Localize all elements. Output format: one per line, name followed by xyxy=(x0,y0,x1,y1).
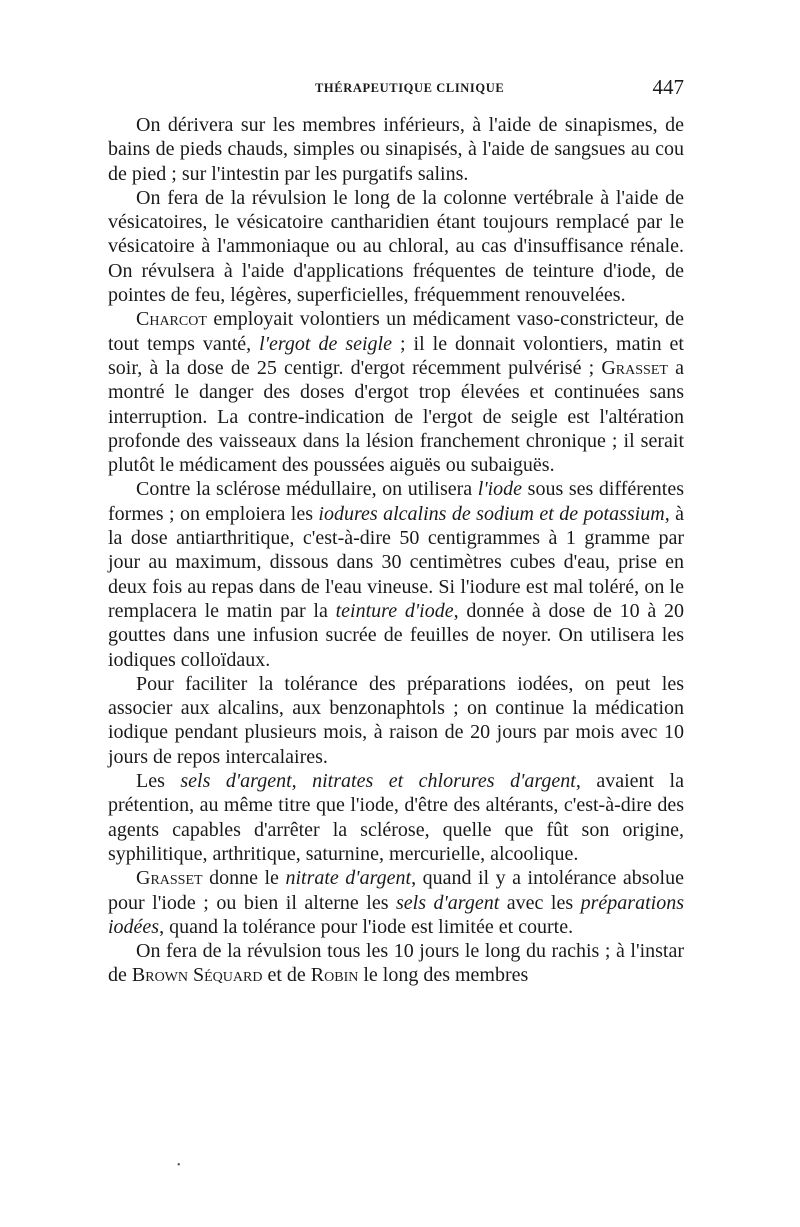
paragraph-7 xyxy=(108,866,684,939)
italic-term: préparations iodées xyxy=(108,891,684,938)
text-run: , avaient la prétention, au même titre que l'iode, d'être des altérants, c'est-à-dire des agents capables d'arrêter la sclérose, quelle que fût son origine, syphilitique, arthritique, saturnine, mercurielle, alcoolique. xyxy=(108,770,684,865)
body-text xyxy=(108,113,684,988)
italic-term: sels d'argent xyxy=(396,891,500,914)
italic-term: l'iode xyxy=(477,478,523,501)
text-run: , quand il y a intolérance absolue pour l'iode ; ou bien il alterne les xyxy=(108,867,684,914)
paragraph-1: On dérivera sur les membres inférieurs, à l'aide de sinapismes, de bains de pieds chauds, simples ou sinapisés, à l'aide de sangsues au cou de pied ; sur l'intestin par les purgatifs salins. xyxy=(108,114,684,185)
page-header xyxy=(108,75,708,103)
text-run: sous ses différentes formes ; on emploiera les xyxy=(108,478,684,525)
page-number: 447 xyxy=(652,75,684,99)
italic-term: teinture d'iode xyxy=(335,599,454,622)
text-run: a montré le danger des doses d'ergot trop élevées et continuées sans interruption. La contre-indication de l'ergot de seigle est l'altération profonde des vaisseaux dans la lésion franchement chronique ; il serait plutôt le médicament des poussées aiguës ou subaiguës. xyxy=(108,356,684,477)
text-run: , donnée à dose de 10 à 20 gouttes dans une infusion sucrée de feuilles de noyer. On utilisera les iodiques colloïdaux. xyxy=(108,599,684,671)
text-run: le long des membres xyxy=(358,964,529,987)
footer-mark: • xyxy=(177,1160,181,1171)
text-run: Contre la sclérose médullaire, on utilisera xyxy=(136,478,478,501)
running-title: THÉRAPEUTIQUE CLINIQUE xyxy=(315,81,505,95)
italic-term: iodures alcalins de sodium et de potassium xyxy=(318,502,665,525)
italic-term: sels d'argent, nitrates et chlorures d'argent xyxy=(180,770,576,793)
author-name: Charcot xyxy=(136,308,207,331)
text-run: , quand la tolérance pour l'iode est limitée et courte. xyxy=(159,915,574,938)
paragraph-6 xyxy=(108,769,684,866)
paragraph-4 xyxy=(108,477,684,671)
text-run: ; il le donnait volontiers, matin et soir, à la dose de 25 centigr. d'ergot récemment pulvérisé ; xyxy=(108,332,684,379)
author-name: Robin xyxy=(310,964,359,987)
paragraph-3 xyxy=(108,307,684,477)
paragraph-8 xyxy=(108,939,684,988)
text-run: employait volontiers un médicament vaso-constricteur, de tout temps vanté, xyxy=(108,308,684,355)
author-name: Brown Séquard xyxy=(131,964,263,987)
text-run: donne le xyxy=(202,867,286,890)
author-name: Grasset xyxy=(601,356,668,379)
italic-term: nitrate d'argent xyxy=(285,867,412,890)
paragraph-2: On fera de la révulsion le long de la colonne vertébrale à l'aide de vésicatoires, le vésicatoire cantharidien étant toujours remplacé par le vésicatoire à l'ammoniaque ou au chloral, au cas d'insuffisance rénale. On révulsera à l'aide d'applications fréquentes de teinture d'iode, de pointes de feu, légères, superficielles, fréquemment renouvelées. xyxy=(108,186,684,307)
text-run: et de xyxy=(262,964,311,987)
italic-term: l'ergot de seigle xyxy=(259,332,392,355)
text-run: Les xyxy=(136,770,181,793)
author-name: Grasset xyxy=(136,867,203,890)
text-run: avec les xyxy=(499,891,581,914)
text-run: On fera de la révulsion tous les 10 jours le long du rachis ; à l'instar de xyxy=(108,940,684,987)
text-run: , à la dose antiarthritique, c'est-à-dire 50 centigrammes à 1 gramme par jour au maximum, dissous dans 30 centimètres cubes d'eau, prise en deux fois au repas dans de l'eau vineuse. Si l'iodure est mal toléré, on le remplacera le matin par la xyxy=(108,502,684,622)
paragraph-5: Pour faciliter la tolérance des préparations iodées, on peut les associer aux alcalins, aux benzonaphtols ; on continue la médication iodique pendant plusieurs mois, à raison de 20 jours par mois avec 10 jours de repos intercalaires. xyxy=(108,672,684,768)
